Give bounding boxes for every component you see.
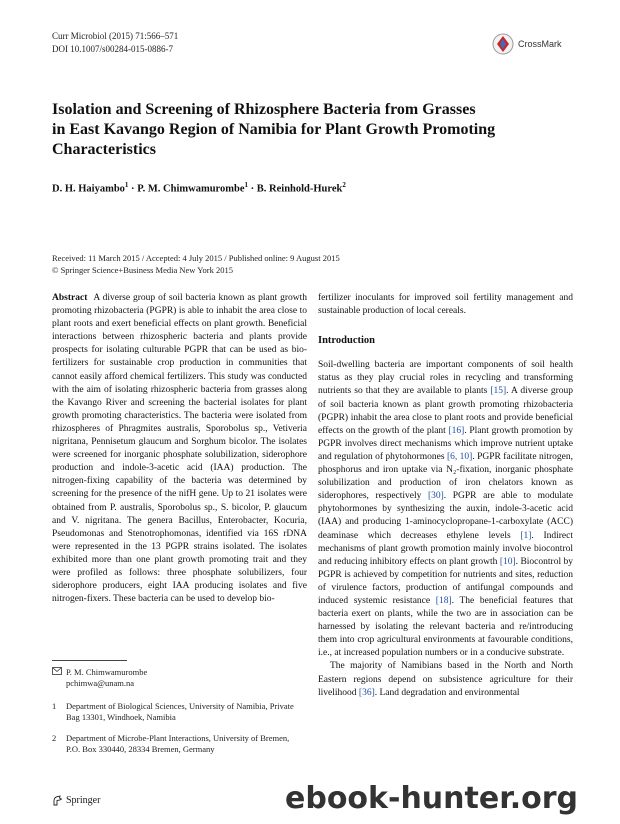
envelope-icon	[52, 667, 66, 678]
citation-link[interactable]: [18]	[435, 595, 452, 606]
paragraph-text: . Indirect mechanisms of plant growth promotion mainly involve biocontrol and reducing inhibitory effects on plant growth	[318, 530, 573, 567]
author-name[interactable]: D. H. Haiyambo	[52, 183, 125, 195]
citation-link[interactable]: [1]	[520, 530, 532, 541]
citation-link[interactable]: [36]	[358, 687, 375, 698]
corresponding-author-name: P. M. Chimwamurombe	[66, 667, 148, 677]
abstract	[52, 292, 307, 606]
affiliation-text: Department of Microbe-Plant Interactions, University of Bremen, P.O. Box 330440, 28334 Bremen, Germany	[66, 733, 290, 754]
citation-link[interactable]: [16]	[448, 425, 465, 436]
author-name[interactable]: B. Reinhold-Hurek	[256, 183, 343, 195]
journal-citation: Curr Microbiol (2015) 71:566–571	[52, 31, 179, 41]
abstract-label: Abstract	[52, 293, 88, 303]
paragraph-text: The majority of Namibians based in the North and North Eastern regions depend on subsistence agriculture for their livelihood	[318, 661, 573, 698]
title-line-3: Characteristics	[52, 141, 156, 158]
corresponding-author	[52, 667, 302, 689]
publication-dates	[52, 253, 340, 276]
author-name[interactable]: P. M. Chimwamurombe	[137, 183, 245, 195]
footnote-rule	[52, 660, 127, 661]
paragraph-text: . PGPR facilitate nitrogen, phosphorus and iron uptake via N₂-fixation, inorganic phosphate solubilization and production of iron chelators known as siderophores, respectively	[318, 451, 573, 502]
abstract-text: A diverse group of soil bacteria known as plant growth promoting rhizobacteria (PGPR) is able to inhabit the area close to plant roots and exert beneficial effects on plant growth. Beneficial interactions between rhizospheric bacteria and plants provide prospects for isolating culturable PGPR that can be used as bio-fertilizers for sustainable crop production in communities that cannot easily afford chemical fertilizers. This study was conducted with the aim of isolating rhizospheric bacteria from grasses along the Kavango River and screening the bacterial isolates for plant growth promoting characteristics. The bacteria were isolated from rhizospheres of Phragmites australis, Sporobolus sp., Vetiveria nigritana, Pennisetum glaucum and Sorghum bicolor. The isolates were screened for inorganic phosphate solubilization, siderophore production and indole-3-acetic acid (IAA) production. The nitrogen-fixing capability of the bacteria was determined by screening for the presence of the nifH gene. Up to 21 isolates were obtained from P. australis, Sporobolus sp., S. bicolor, P. glaucum and V. nigritana. The genera Bacillus, Enterobacter, Kocuria, Pseudomonas and Stenotrophomonas, identified via 16S rDNA were represented in the 13 PGPR strains isolated. The isolates exhibited more than one plant growth promoting trait and they were profiled as follows: three phosphate solubilizers, four siderophore producers, eight IAA producing isolates and five nitrogen-fixers. These bacteria can be used to develop bio-	[52, 293, 307, 605]
affiliation-2	[52, 733, 302, 755]
author-affiliation-mark: 1	[244, 181, 249, 189]
author-affiliation-mark: 2	[342, 181, 346, 189]
citation-link[interactable]: [30]	[427, 491, 444, 502]
author-affiliation-mark: 1	[124, 181, 129, 189]
citation-link[interactable]: [15]	[490, 386, 507, 397]
watermark: ebook-hunter.org	[285, 781, 578, 816]
right-column	[318, 292, 573, 700]
author-list: D. H. Haiyambo$^1$ · P. M. Chimwamurombe$^1$ · B. Reinhold-Hurek$^2$	[52, 181, 346, 195]
left-column	[52, 292, 307, 606]
crossmark-badge[interactable]	[492, 33, 562, 55]
article-title	[52, 100, 522, 160]
paragraph-text: . Biocontrol by PGPR is achieved by competition for nutrients and sites, reduction of virulence factors, production of antifungal compounds and induced systemic resistance	[318, 556, 573, 606]
paragraph-text: . Land degradation and environmental	[374, 687, 520, 698]
paragraph-text: Soil-dwelling bacteria are important components of soil health status as they play crucial roles in recycling and transforming nutrients so that they are available to plants	[318, 360, 573, 397]
paragraph-text: . PGPR are able to modulate phytohormones by synthesizing the auxin, indole-3-acetic acid (IAA) and producing 1-aminocyclopropane-1-carboxylate (ACC) deaminase which decreases ethylene levels	[318, 491, 573, 541]
publisher-logo	[52, 795, 100, 806]
introduction-paragraph-2	[318, 660, 573, 699]
doi[interactable]: DOI 10.1007/s00284-015-0886-7	[52, 44, 173, 54]
abstract-continuation: fertilizer inoculants for improved soil fertility management and sustainable production of local cereals.	[318, 293, 573, 317]
crossmark-icon	[492, 33, 514, 55]
affiliation-number: 1	[52, 701, 57, 711]
affiliation-1	[52, 701, 302, 723]
section-heading-introduction: Introduction	[318, 335, 375, 347]
paragraph-text: . The beneficial features that bacteria exert on plants, while the two are in association can be harnessed by isolating the relevant bacteria and re/introducing them into crop agricultural environments at favourable conditions, i.e., at increased population numbers or in a conducive substrate.	[318, 595, 573, 659]
affiliation-text: Department of Biological Sciences, University of Namibia, Private Bag 13301, Windhoek, Namibia	[66, 701, 294, 722]
title-line-2: in East Kavango Region of Namibia for Plant Growth Promoting	[52, 121, 496, 138]
title-line-1: Isolation and Screening of Rhizosphere Bacteria from Grasses	[52, 101, 476, 118]
springer-horse-icon	[52, 795, 63, 806]
corresponding-author-email[interactable]: pchimwa@unam.na	[66, 678, 135, 688]
publisher-name: Springer	[66, 795, 101, 806]
citation-link[interactable]: [10]	[499, 556, 516, 567]
paragraph-text: . A diverse group of soil bacteria known as plant growth promoting rhizobacteria (PGPR) inhabit the area close to plant roots and provide beneficial effects on the growth of the plant	[318, 386, 573, 436]
affiliation-number: 2	[52, 733, 57, 743]
journal-meta	[52, 30, 178, 56]
paragraph-text: . Plant growth promotion by PGPR involves direct mechanisms which improve nutrient uptake and regulation of phytohormones	[318, 425, 573, 462]
citation-link[interactable]: [6, 10]	[446, 451, 473, 462]
copyright: © Springer Science+Business Media New York 2015	[52, 264, 233, 275]
crossmark-label: CrossMark	[518, 39, 562, 49]
history-dates: Received: 11 March 2015 / Accepted: 4 July 2015 / Published online: 9 August 2015	[52, 253, 340, 263]
introduction-paragraph-1	[318, 359, 573, 660]
